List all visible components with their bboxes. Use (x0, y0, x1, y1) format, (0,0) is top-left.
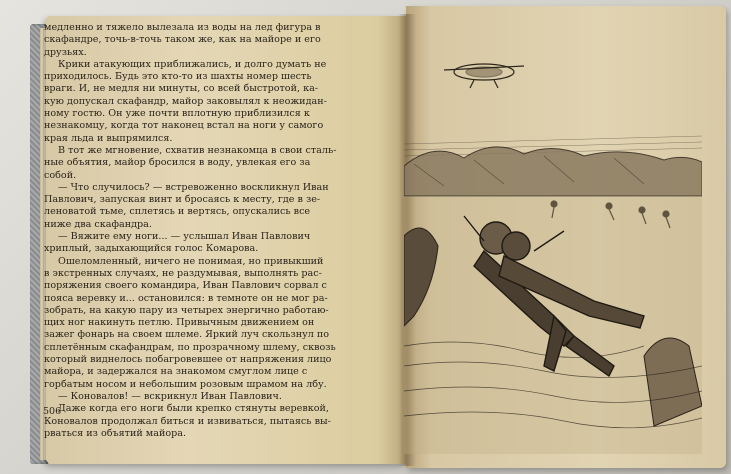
text-line: леноватой тьме, сплетясь и вертясь, опускались все (44, 206, 311, 218)
text-line: пояса веревку и... остановился: в темноте он не мог ра- (44, 292, 328, 304)
text-line: Даже когда его ноги были крепко стянуты веревкой, (58, 403, 329, 415)
text-line: Павлович, запуская винт и бросаясь к месту, где в зе- (44, 194, 321, 206)
text-line: ному гостю. Он уже почти вплотную приблизился к (44, 108, 310, 120)
text-line: друзьях. (44, 46, 87, 58)
text-line: враги. И, не медля ни минуты, со всей быстротой, ка- (44, 83, 319, 95)
text-line: хриплый, задыхающийся голос Комарова. (44, 243, 259, 255)
text-line: — Вяжите ему ноги... — услышал Иван Павлович (58, 231, 311, 243)
text-line: майора, и задержался на знакомом смуглом лице с (44, 366, 308, 378)
text-line: Крики атакующих приближались, и долго думать не (58, 58, 327, 70)
text-line: Ошеломленный, ничего не понимая, но привыкший (58, 255, 324, 267)
text-line: В тот же мгновение, схватив незнакомца в свои сталь- (58, 144, 337, 156)
hills-shape (404, 147, 702, 196)
text-line: — Коновалов! — вскрикнул Иван Павлович. (58, 390, 282, 402)
illustration-divers-fighting (404, 46, 702, 454)
text-line: зажег фонарь на своем шлеме. Яркий луч скользнул по (44, 329, 330, 341)
text-line: собой. (44, 169, 77, 181)
text-line: сплетённым скафандрам, по прозрачному шлему, сквозь (44, 341, 336, 353)
text-line: скафандре, точь-в-точь таком же, как на майоре и его (44, 34, 321, 46)
text-line: незнакомцу, когда тот наконец встал на ноги у самого (44, 120, 324, 132)
text-line: который виднелось побагровевшее от напряжения лицо (44, 354, 332, 366)
text-line: ниже два скафандра. (44, 218, 152, 230)
text-line: рваться из объятий майора. (44, 427, 187, 439)
text-line: — Что случилось? — встревоженно воскликнул Иван (58, 181, 329, 193)
page-number: 506 (43, 406, 62, 417)
text-line: кую допускал скафандр, майор заковылял к неожидан- (44, 95, 327, 107)
text-line: поряжения своего командира, Иван Павлович сорвал с (44, 280, 327, 292)
text-line: приходилось. Будь это кто-то из шахты номер шесть (44, 71, 312, 83)
airship-icon (444, 64, 524, 88)
text-line: зобрать, на какую пару из четырех энергично работаю- (44, 304, 329, 316)
text-line: горбатым носом и небольшим розовым шрамом на лбу. (44, 378, 327, 390)
text-line: ные объятия, майор бросился в воду, увлекая его за (44, 157, 311, 169)
text-line: щих ног накинуть петлю. Привычным движением он (44, 317, 315, 329)
text-line: в экстренных случаях, не раздумывая, выполнять рас- (44, 267, 322, 279)
left-page-text (44, 22, 356, 440)
text-line: края льда и выпрямился. (44, 132, 173, 144)
text-line: Коновалов продолжал биться и извиваться, пытаясь вы- (44, 415, 331, 427)
text-line: медленно и тяжело вылезала из воды на лед фигура в (44, 22, 321, 33)
